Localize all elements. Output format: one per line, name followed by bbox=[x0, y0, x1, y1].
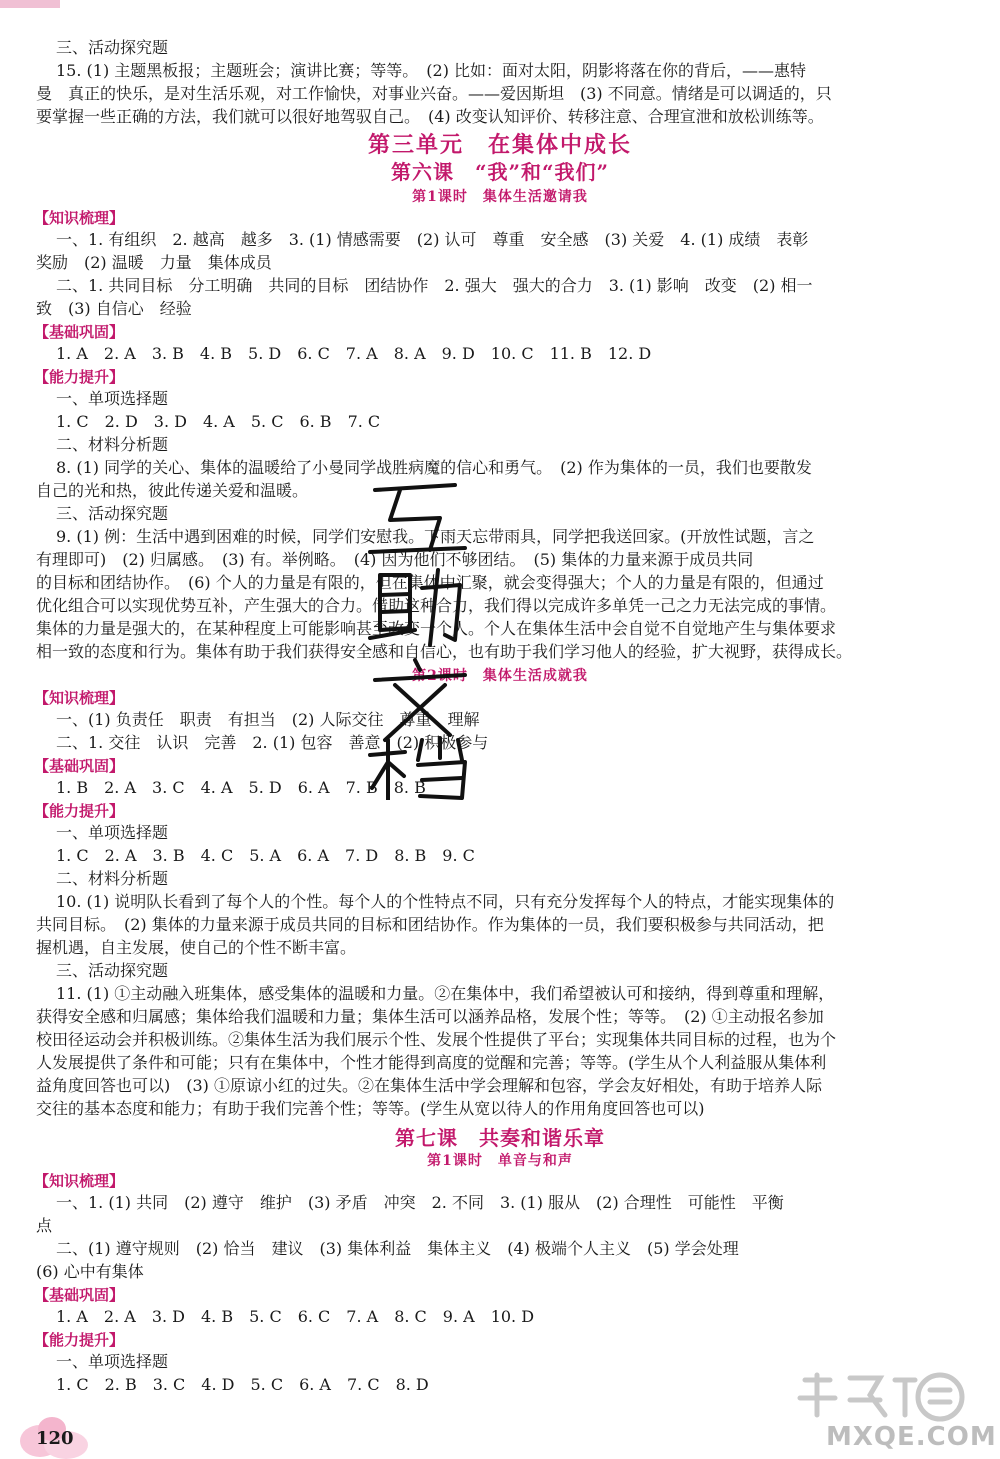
text-line: 益角度回答也可以) (3) ①原谅小红的过失。②在集体生活中学会理解和包容，学会友好相处，有助于培养人际 bbox=[36, 1076, 822, 1095]
text-line: 15. (1) 主题黑板报；主题班会；演讲比赛；等等。 (2) 比如：面对太阳，阴影将落在你的背后，——惠特 bbox=[56, 61, 807, 80]
text-line: 相一致的态度和行为。集体有助于我们获得安全感和自信心，也有助于我们学习他人的经验，扩大视野，获得成长。 bbox=[36, 642, 853, 661]
basic-label: 【基础巩固】 bbox=[34, 1286, 125, 1304]
text-line: 三、活动探究题 bbox=[56, 961, 169, 980]
text-line: 1. A 2. A 3. B 4. B 5. D 6. C 7. A 8. A 9. D 10. C 11. B 12. D bbox=[56, 344, 652, 363]
lesson-title: 第七课 共奏和谐乐章 bbox=[395, 1126, 605, 1150]
text-line: 要掌握一些正确的方法，我们就可以很好地驾驭自己。 (4) 改变认知评价、转移注意、合理宣泄和放松训练等。 bbox=[36, 107, 824, 126]
ability-label: 【能力提升】 bbox=[34, 802, 125, 820]
lesson-title: 第六课 “我”和“我们” bbox=[390, 160, 609, 184]
text-line: 1. C 2. A 3. B 4. C 5. A 6. A 7. D 8. B 9. C bbox=[56, 846, 475, 865]
text-line: 10. (1) 说明队长看到了每个人的个性。每个人的个性特点不同，只有充分发挥每个人的特点，才能实现集体的 bbox=[56, 892, 835, 911]
text-line: 一、1. (1) 共同 (2) 遵守 维护 (3) 矛盾 冲突 2. 不同 3. (1) 服从 (2) 合理性 可能性 平衡 bbox=[56, 1193, 784, 1212]
text-line: 集体的力量是强大的，在某种程度上可能影响甚至改变一个人。个人在集体生活中会自觉不自觉地产生与集体要求 bbox=[36, 619, 837, 638]
period-title: 第2课时 集体生活成就我 bbox=[412, 668, 588, 684]
knowledge-label: 【知识梳理】 bbox=[34, 1172, 125, 1190]
text-line: 交往的基本态度和能力；有助于我们完善个性；等等。(学生从宽以待人的作用角度回答也可以) bbox=[36, 1099, 705, 1118]
handwriting-overlay bbox=[360, 470, 480, 800]
text-line: 握机遇，自主发展，使自己的个性不断丰富。 bbox=[36, 938, 357, 957]
text-line: 校田径运动会并积极训练。②集体生活为我们展示个性、发展个性提供了平台；实现集体共同目标的过程，也为个 bbox=[36, 1030, 837, 1049]
text-line: 1. B 2. A 3. C 4. A 5. D 6. A 7. B 8. B bbox=[56, 778, 426, 797]
knowledge-label: 【知识梳理】 bbox=[34, 209, 125, 227]
text-line: 一、单项选择题 bbox=[56, 1352, 169, 1371]
watermark-logo bbox=[790, 1370, 997, 1455]
text-line: 二、1. 共同目标 分工明确 共同的目标 团结协作 2. 强大 强大的合力 3. (1) 影响 改变 (2) 相一 bbox=[56, 276, 813, 295]
watermark-text: MXQE.COM bbox=[826, 1422, 997, 1452]
text-line: 8. (1) 同学的关心、集体的温暖给了小曼同学战胜病魔的信心和勇气。 (2) 作为集体的一员，我们也要散发 bbox=[56, 458, 812, 477]
period-title: 第1课时 集体生活邀请我 bbox=[412, 189, 588, 205]
text-line: 一、单项选择题 bbox=[56, 823, 169, 842]
text-line: 致 (3) 自信心 经验 bbox=[36, 299, 192, 318]
text-line: 三、活动探究题 bbox=[56, 38, 169, 57]
text-line: 的目标和团结协作。 (6) 个人的力量是有限的，但在集体中汇聚，就会变得强大；个人的力量是有限的，但通过 bbox=[36, 573, 824, 592]
text-line: 获得安全感和归属感；集体给我们温暖和力量；集体生活可以涵养品格，发展个性；等等。 (2) ①主动报名参加 bbox=[36, 1007, 824, 1026]
page-number: 120 bbox=[36, 1428, 74, 1449]
knowledge-label: 【知识梳理】 bbox=[34, 689, 125, 707]
text-line: 二、材料分析题 bbox=[56, 869, 169, 888]
text-line: 二、(1) 遵守规则 (2) 恰当 建议 (3) 集体利益 集体主义 (4) 极端个人主义 (5) 学会处理 bbox=[56, 1239, 739, 1258]
text-line: 点 bbox=[36, 1216, 53, 1235]
ability-label: 【能力提升】 bbox=[34, 368, 125, 386]
text-line: 一、1. 有组织 2. 越高 越多 3. (1) 情感需要 (2) 认可 尊重 安全感 (3) 关爱 4. (1) 成绩 表彰 bbox=[56, 230, 809, 249]
text-line: 自己的光和热，彼此传递关爱和温暖。 bbox=[36, 481, 309, 500]
basic-label: 【基础巩固】 bbox=[34, 323, 125, 341]
unit-title: 第三单元 在集体中成长 bbox=[367, 132, 632, 158]
text-line: (6) 心中有集体 bbox=[36, 1262, 144, 1281]
ability-label: 【能力提升】 bbox=[34, 1331, 125, 1349]
answer-site-logo-icon bbox=[790, 1370, 990, 1425]
text-line: 1. C 2. D 3. D 4. A 5. C 6. B 7. C bbox=[56, 412, 381, 431]
text-line: 11. (1) ①主动融入班集体，感受集体的温暖和力量。②在集体中，我们希望被认可和接纳，得到尊重和理解， bbox=[56, 984, 835, 1003]
text-line: 一、单项选择题 bbox=[56, 389, 169, 408]
text-line: 1. C 2. B 3. C 4. D 5. C 6. A 7. C 8. D bbox=[56, 1375, 429, 1394]
text-line: 优化组合可以实现优势互补，产生强大的合力。借助这种合力，我们得以完成许多单凭一己之力无法完成的事情。 bbox=[36, 596, 837, 615]
text-line: 有理即可) (2) 归属感。 (3) 有。举例略。 (4) 因为他们不够团结。 (5) 集体的力量来源于成员共同 bbox=[36, 550, 754, 569]
text-line: 人发展提供了条件和可能；只有在集体中，个性才能得到高度的觉醒和完善；等等。(学生从个人利益服从集体利 bbox=[36, 1053, 827, 1072]
text-line: 9. (1) 例：生活中遇到困难的时候，同学们安慰我。下雨天忘带雨具，同学把我送回家。(开放性试题，言之 bbox=[56, 527, 815, 546]
text-line: 二、1. 交往 认识 完善 2. (1) 包容 善意 (2) 积极参与 bbox=[56, 733, 489, 752]
text-line: 三、活动探究题 bbox=[56, 504, 169, 523]
text-line: 1. A 2. A 3. D 4. B 5. C 6. C 7. A 8. C 9. A 10. D bbox=[56, 1307, 535, 1326]
text-line: 奖励 (2) 温暖 力量 集体成员 bbox=[36, 253, 272, 272]
period-title: 第1课时 单音与和声 bbox=[427, 1153, 573, 1169]
text-line: 一、(1) 负责任 职责 有担当 (2) 人际交往 尊重 理解 bbox=[56, 710, 480, 729]
basic-label: 【基础巩固】 bbox=[34, 757, 125, 775]
text-line: 曼 真正的快乐，是对生活乐观，对工作愉快，对事业兴奋。——爱因斯坦 (3) 不同意。情绪是可以调适的，只 bbox=[36, 84, 832, 103]
text-line: 共同目标。 (2) 集体的力量来源于成员共同的目标和团结协作。作为集体的一员，我们要积极参与共同活动，把 bbox=[36, 915, 824, 934]
header-strip bbox=[0, 0, 400, 8]
text-line: 二、材料分析题 bbox=[56, 435, 169, 454]
